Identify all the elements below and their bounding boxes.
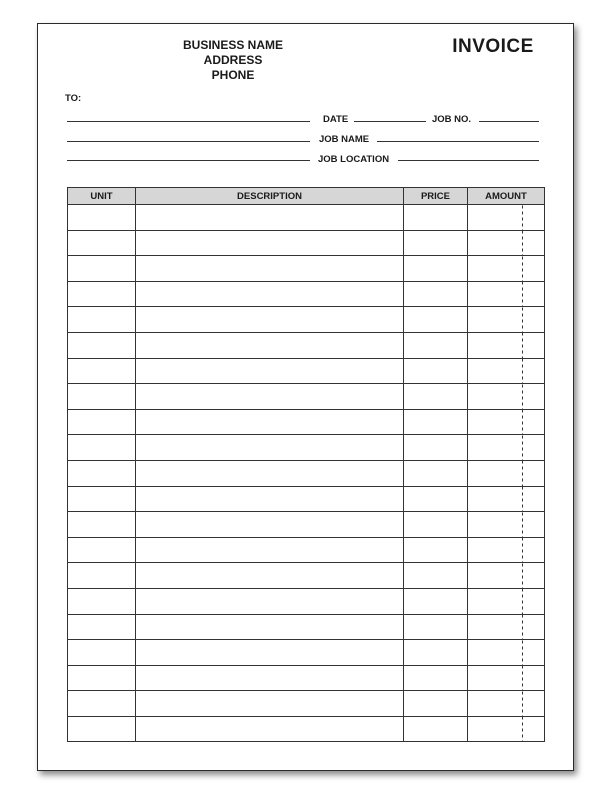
amount-cell[interactable] <box>468 281 545 307</box>
table-row <box>68 537 545 563</box>
column-header-price: PRICE <box>404 188 468 205</box>
description-cell[interactable] <box>136 691 404 717</box>
column-header-amount: AMOUNT <box>468 188 545 205</box>
to-label: TO: <box>65 93 82 104</box>
price-cell[interactable] <box>404 307 468 333</box>
description-cell[interactable] <box>136 512 404 538</box>
description-cell[interactable] <box>136 716 404 742</box>
unit-cell[interactable] <box>68 665 136 691</box>
description-cell[interactable] <box>136 256 404 282</box>
amount-cell[interactable] <box>468 256 545 282</box>
amount-cell[interactable] <box>468 460 545 486</box>
price-cell[interactable] <box>404 486 468 512</box>
table-row <box>68 409 545 435</box>
price-cell[interactable] <box>404 409 468 435</box>
amount-cell[interactable] <box>468 332 545 358</box>
date-line[interactable] <box>354 121 426 122</box>
amount-cell[interactable] <box>468 588 545 614</box>
amount-cell[interactable] <box>468 716 545 742</box>
description-cell[interactable] <box>136 665 404 691</box>
amount-cell[interactable] <box>468 486 545 512</box>
price-cell[interactable] <box>404 512 468 538</box>
description-cell[interactable] <box>136 563 404 589</box>
price-cell[interactable] <box>404 230 468 256</box>
table-row <box>68 435 545 461</box>
invoice-title: INVOICE <box>452 36 534 57</box>
amount-cell[interactable] <box>468 435 545 461</box>
job-name-line[interactable] <box>377 141 539 142</box>
description-cell[interactable] <box>136 460 404 486</box>
description-cell[interactable] <box>136 614 404 640</box>
job-no-label: JOB NO. <box>432 114 472 125</box>
price-cell[interactable] <box>404 281 468 307</box>
unit-cell[interactable] <box>68 256 136 282</box>
unit-cell[interactable] <box>68 307 136 333</box>
table-row <box>68 691 545 717</box>
amount-cell[interactable] <box>468 205 545 231</box>
table-row <box>68 358 545 384</box>
price-cell[interactable] <box>404 460 468 486</box>
amount-cell[interactable] <box>468 512 545 538</box>
table-row <box>68 588 545 614</box>
description-cell[interactable] <box>136 332 404 358</box>
unit-cell[interactable] <box>68 358 136 384</box>
unit-cell[interactable] <box>68 640 136 666</box>
description-cell[interactable] <box>136 537 404 563</box>
amount-cell[interactable] <box>468 665 545 691</box>
price-cell[interactable] <box>404 435 468 461</box>
table-row <box>68 563 545 589</box>
invoice-sheet <box>37 23 574 771</box>
unit-cell[interactable] <box>68 460 136 486</box>
description-cell[interactable] <box>136 205 404 231</box>
to-line-3[interactable] <box>67 160 310 161</box>
price-cell[interactable] <box>404 384 468 410</box>
price-cell[interactable] <box>404 665 468 691</box>
amount-cell[interactable] <box>468 640 545 666</box>
amount-cell[interactable] <box>468 409 545 435</box>
description-cell[interactable] <box>136 486 404 512</box>
table-row <box>68 486 545 512</box>
unit-cell[interactable] <box>68 537 136 563</box>
table-row <box>68 460 545 486</box>
business-phone: PHONE <box>211 68 255 82</box>
unit-cell[interactable] <box>68 563 136 589</box>
description-cell[interactable] <box>136 435 404 461</box>
table-row <box>68 716 545 742</box>
description-cell[interactable] <box>136 358 404 384</box>
unit-cell[interactable] <box>68 614 136 640</box>
description-cell[interactable] <box>136 281 404 307</box>
unit-cell[interactable] <box>68 230 136 256</box>
amount-cell[interactable] <box>468 307 545 333</box>
price-cell[interactable] <box>404 640 468 666</box>
table-row <box>68 384 545 410</box>
unit-cell[interactable] <box>68 435 136 461</box>
table-row <box>68 307 545 333</box>
price-cell[interactable] <box>404 588 468 614</box>
unit-cell[interactable] <box>68 512 136 538</box>
price-cell[interactable] <box>404 563 468 589</box>
amount-cell[interactable] <box>468 691 545 717</box>
table-body <box>68 205 545 742</box>
table-row <box>68 230 545 256</box>
table-row <box>68 256 545 282</box>
amount-cell[interactable] <box>468 537 545 563</box>
price-cell[interactable] <box>404 614 468 640</box>
unit-cell[interactable] <box>68 384 136 410</box>
description-cell[interactable] <box>136 384 404 410</box>
column-header-description: DESCRIPTION <box>136 188 404 205</box>
price-cell[interactable] <box>404 537 468 563</box>
amount-cell[interactable] <box>468 563 545 589</box>
date-label: DATE <box>323 114 349 125</box>
description-cell[interactable] <box>136 588 404 614</box>
table-row <box>68 281 545 307</box>
to-line-2[interactable] <box>67 141 310 142</box>
table-row <box>68 205 545 231</box>
unit-cell[interactable] <box>68 332 136 358</box>
amount-cell[interactable] <box>468 614 545 640</box>
table-row <box>68 640 545 666</box>
description-cell[interactable] <box>136 640 404 666</box>
unit-cell[interactable] <box>68 205 136 231</box>
business-address: ADDRESS <box>203 53 263 67</box>
job-no-line[interactable] <box>479 121 539 122</box>
table-row <box>68 614 545 640</box>
table-row <box>68 665 545 691</box>
price-cell[interactable] <box>404 205 468 231</box>
price-cell[interactable] <box>404 358 468 384</box>
line-items-table <box>67 187 545 742</box>
price-cell[interactable] <box>404 716 468 742</box>
business-name: BUSINESS NAME <box>182 38 283 52</box>
unit-cell[interactable] <box>68 716 136 742</box>
price-cell[interactable] <box>404 332 468 358</box>
job-name-label: JOB NAME <box>319 134 370 145</box>
price-cell[interactable] <box>404 256 468 282</box>
job-location-label: JOB LOCATION <box>318 154 390 165</box>
description-cell[interactable] <box>136 307 404 333</box>
table-header-row <box>68 188 545 205</box>
column-header-unit: UNIT <box>68 188 136 205</box>
table-row <box>68 512 545 538</box>
unit-cell[interactable] <box>68 486 136 512</box>
unit-cell[interactable] <box>68 409 136 435</box>
table-row <box>68 332 545 358</box>
unit-cell[interactable] <box>68 691 136 717</box>
unit-cell[interactable] <box>68 588 136 614</box>
description-cell[interactable] <box>136 409 404 435</box>
unit-cell[interactable] <box>68 281 136 307</box>
amount-cell[interactable] <box>468 358 545 384</box>
price-cell[interactable] <box>404 691 468 717</box>
description-cell[interactable] <box>136 230 404 256</box>
amount-cell[interactable] <box>468 384 545 410</box>
job-location-line[interactable] <box>398 160 539 161</box>
amount-cell[interactable] <box>468 230 545 256</box>
to-line-1[interactable] <box>67 121 310 122</box>
